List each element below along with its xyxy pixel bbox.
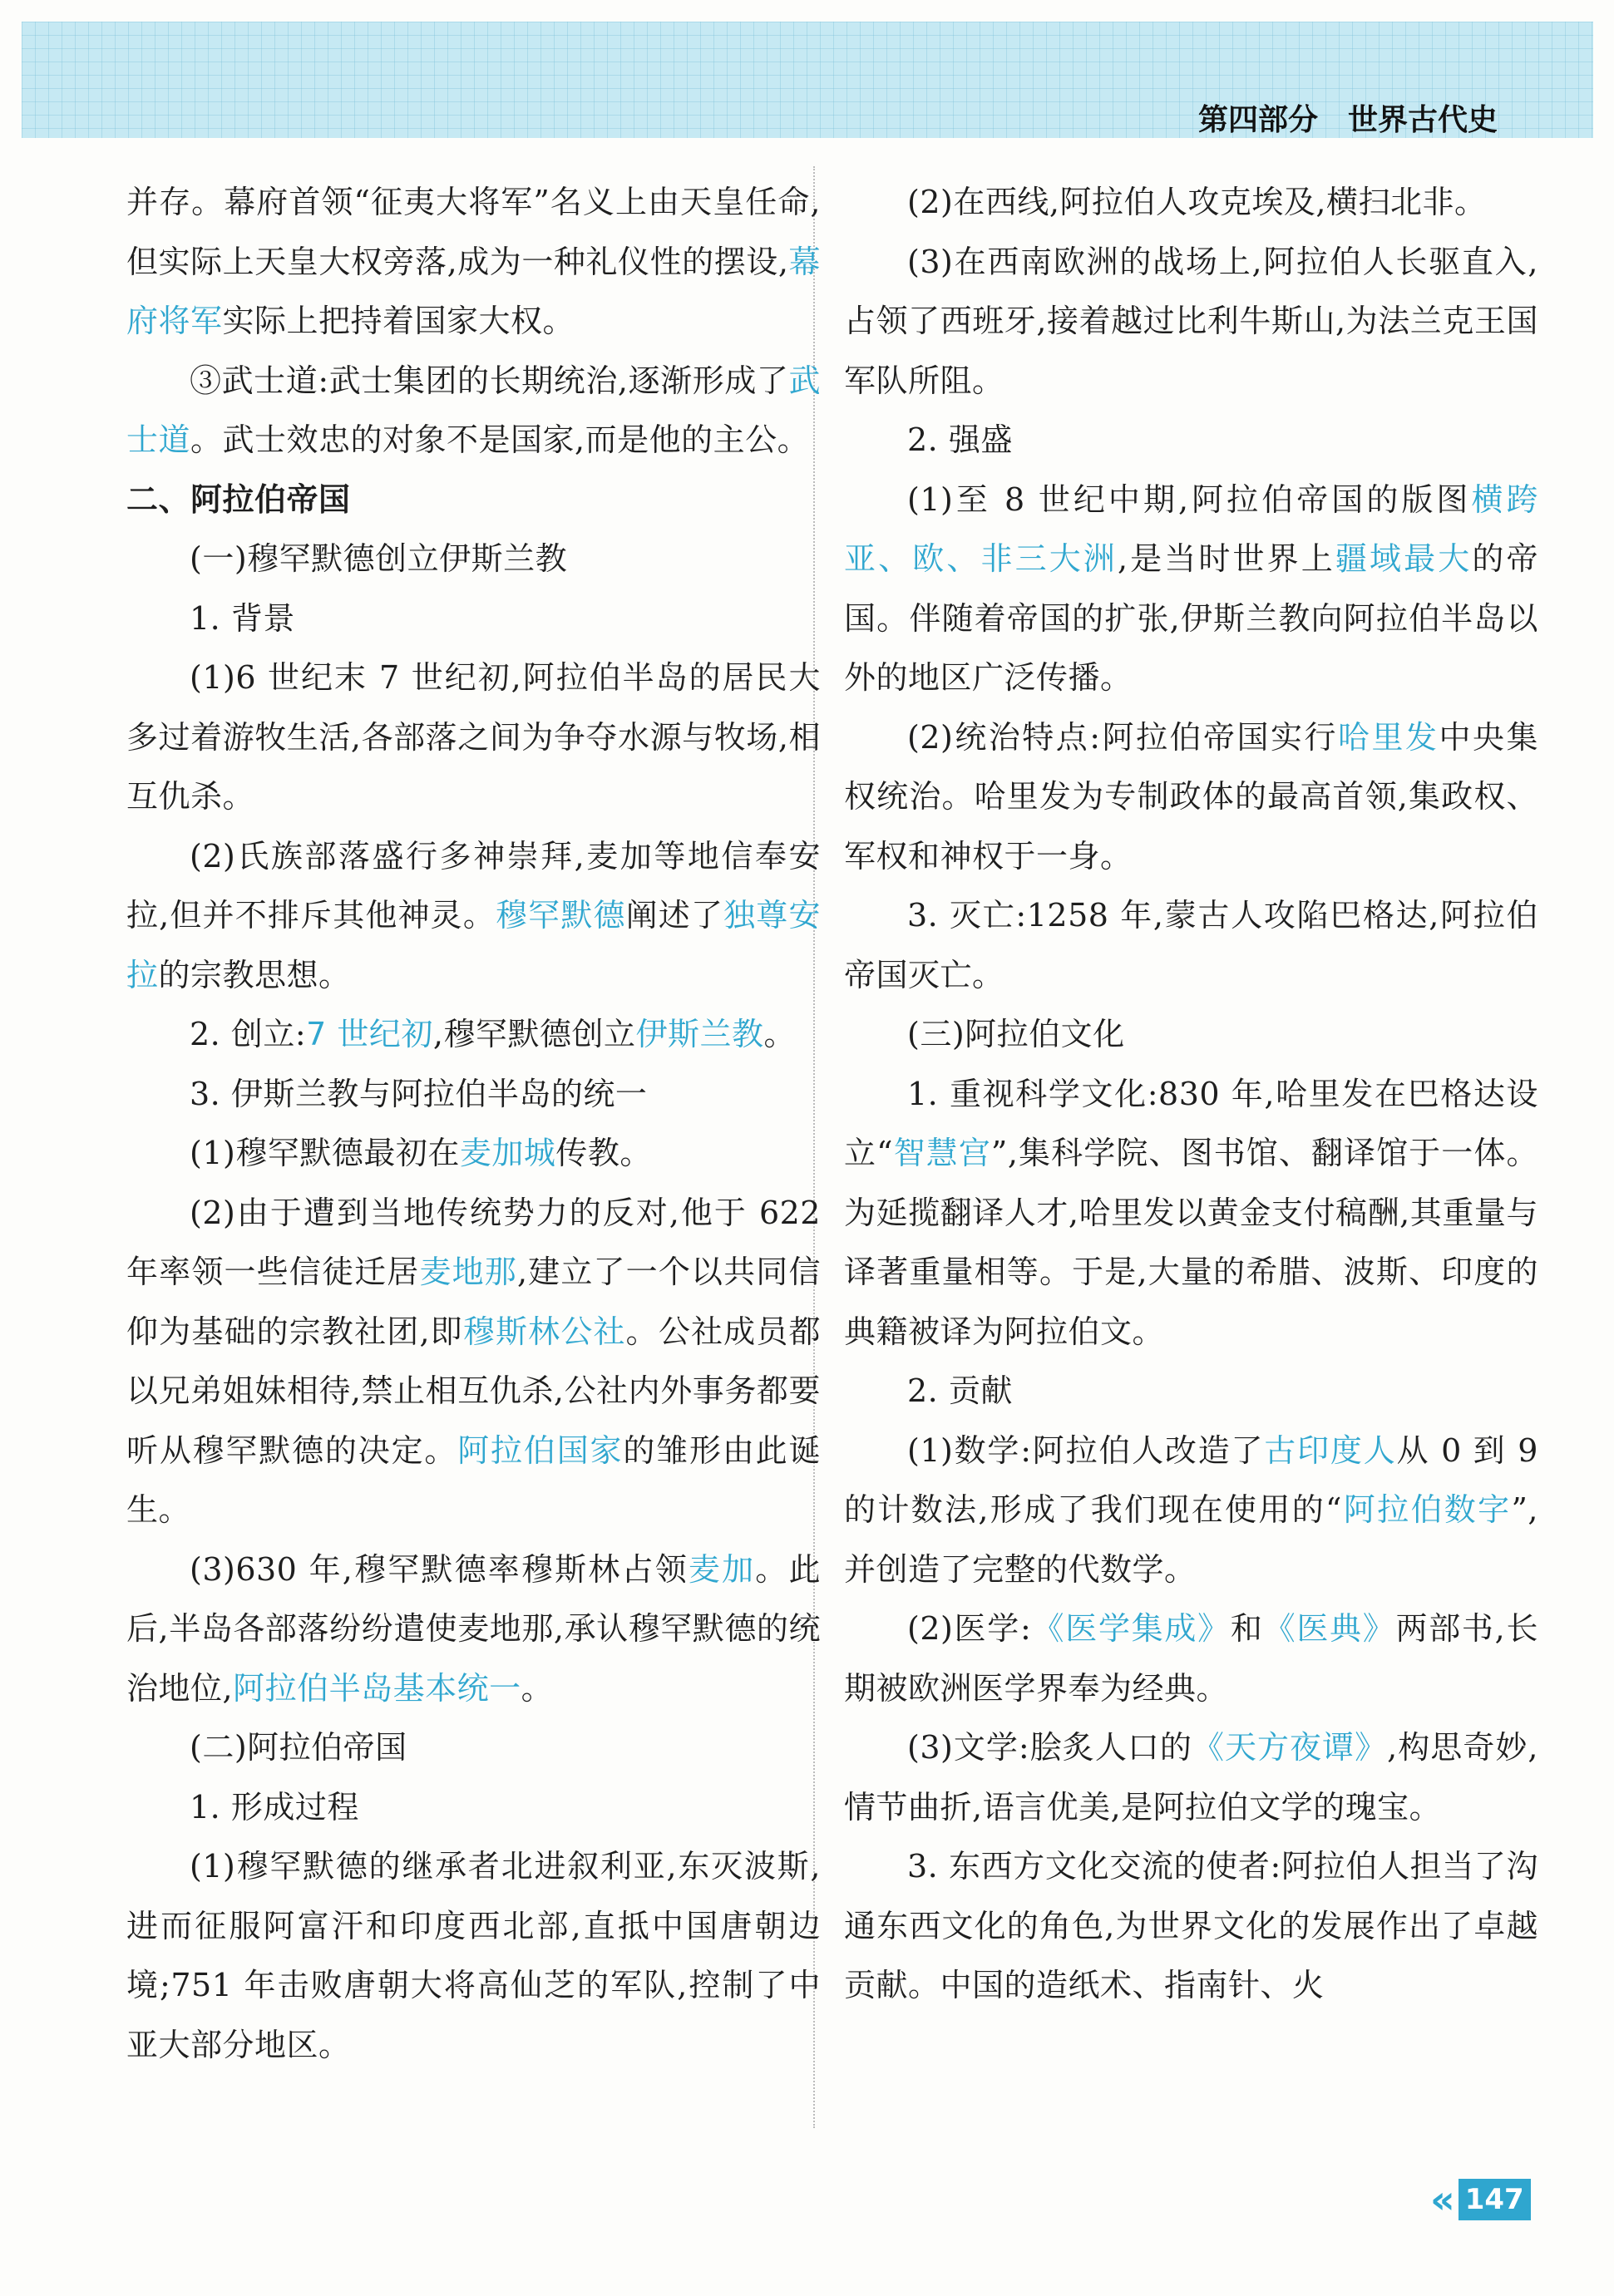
paragraph: [126, 827, 821, 1006]
text-run: ,建立了一个以共同信仰为基础的宗教社团,即: [126, 1254, 821, 1350]
key-term: 《医典》: [1263, 1610, 1396, 1647]
text-run: 。此后,半岛各部落纷纷遣使麦地那,承认穆罕默德的统治地位,: [126, 1550, 821, 1707]
paragraph: [844, 471, 1538, 708]
text-run: (3)在西南欧洲的战场上,阿拉伯人长驱直入,占领了西班牙,接着越过比利牛斯山,为法兰克王国军队所阻。: [844, 243, 1538, 399]
paragraph: [844, 886, 1538, 1005]
text-run: 的雏形由此诞生。: [126, 1431, 821, 1528]
key-term: 阿拉伯半岛基本统一: [233, 1669, 521, 1707]
left-column: [126, 173, 821, 2075]
paragraph: [126, 589, 821, 649]
double-chevron-left-icon: «: [1430, 2177, 1455, 2222]
section-title: 第四部分 世界古代史: [1197, 103, 1498, 137]
paragraph: [844, 1718, 1538, 1837]
text-run: (1)数学:阿拉伯人改造了: [907, 1431, 1265, 1469]
text-run: 1. 背景: [190, 599, 295, 637]
key-term: 7 世纪初: [306, 1016, 433, 1052]
text-run: 中央集权统治。哈里发为专制政体的最高首领,集政权、军权和神权于一身。: [844, 718, 1538, 875]
paragraph: [844, 233, 1538, 411]
key-term: 《天方夜谭》: [1192, 1729, 1388, 1766]
paragraph: [844, 1065, 1538, 1362]
key-term: 《医学集成》: [1031, 1610, 1231, 1647]
text-run: ,是当时世界上: [1117, 540, 1335, 577]
page-number-box: [1430, 2178, 1531, 2221]
key-term: 武士道: [126, 362, 821, 458]
key-term: 阿拉伯国家: [457, 1431, 624, 1469]
paragraph: [126, 1005, 821, 1065]
key-term: 穆斯林公社: [462, 1313, 626, 1350]
key-term: 穆罕默德: [496, 897, 626, 934]
text-run: ,穆罕默德创立: [432, 1016, 636, 1052]
text-run: (二)阿拉伯帝国: [190, 1729, 407, 1766]
text-run: ”,集科学院、图书馆、翻译馆于一体。为延揽翻译人才,哈里发以黄金支付稿酬,其重量与译著重量相等。于是,大量的希腊、波斯、印度的典籍被译为阿拉伯文。: [844, 1135, 1538, 1350]
paragraph: [126, 648, 821, 827]
text-run: 传教。: [555, 1135, 652, 1171]
key-term: 伊斯兰教: [635, 1016, 764, 1052]
paragraph: [844, 708, 1538, 887]
text-run: 和: [1230, 1610, 1264, 1647]
text-run: (2)氏族部落盛行多神崇拜,麦加等地信奉安拉,但并不排斥其他神灵。: [126, 837, 821, 934]
text-run: 。公社成员都以兄弟姐妹相待,禁止相互仇杀,公社内外事务都要听从穆罕默德的决定。: [126, 1313, 821, 1469]
key-term: 阿拉伯数字: [1341, 1491, 1512, 1528]
text-run: 。: [521, 1669, 554, 1707]
paragraph: [126, 1124, 821, 1184]
text-run: 并存。幕府首领“征夷大将军”名义上由天皇任命,但实际上天皇大权旁落,成为一种礼仪性的摆设,: [126, 184, 821, 280]
section-heading: [126, 471, 821, 530]
text-run: (1)6 世纪末 7 世纪初,阿拉伯半岛的居民大多过着游牧生活,各部落之间为争夺水源与牧场,相互仇杀。: [126, 659, 821, 815]
text-run: 。武士效忠的对象不是国家,而是他的主公。: [190, 421, 810, 458]
text-run: 3. 伊斯兰教与阿拉伯半岛的统一: [190, 1075, 648, 1112]
text-run: 2. 强盛: [907, 421, 1013, 458]
paragraph: [126, 1778, 821, 1838]
paragraph: [126, 1065, 821, 1125]
page-number: 147: [1459, 2179, 1531, 2220]
text-run: (1)穆罕默德的继承者北进叙利亚,东灭波斯,进而征服阿富汗和印度西北部,直抵中国唐朝边境;751 年击败唐朝大将高仙芝的军队,控制了中亚大部分地区。: [126, 1848, 821, 2063]
text-run: (1)穆罕默德最初在: [190, 1135, 460, 1171]
text-run: 2. 贡献: [907, 1372, 1013, 1409]
text-run: 的帝国。伴随着帝国的扩张,伊斯兰教向阿拉伯半岛以外的地区广泛传播。: [844, 540, 1538, 696]
text-run: 2. 创立:: [190, 1016, 307, 1052]
key-term: 智慧宫: [893, 1135, 991, 1171]
paragraph: [126, 1540, 821, 1719]
text-run: 的宗教思想。: [158, 956, 351, 993]
text-run: 1. 重视科学文化:830 年,哈里发在巴格达设立“: [844, 1075, 1538, 1171]
text-run: 3. 东西方文化交流的使者:阿拉伯人担当了沟通东西文化的角色,为世界文化的发展作出了卓越贡献。中国的造纸术、指南针、火: [844, 1848, 1538, 2003]
text-run: (2)医学:: [907, 1610, 1032, 1647]
key-term: 古印度人: [1264, 1431, 1397, 1469]
text-run: 阐述了: [625, 897, 724, 934]
paragraph: [844, 1362, 1538, 1421]
paragraph: [844, 411, 1538, 471]
paragraph: [844, 1837, 1538, 2016]
paragraph: [126, 530, 821, 589]
key-term: 独尊安拉: [126, 897, 821, 993]
paragraph: [844, 1005, 1538, 1065]
text-run: (2)统治特点:阿拉伯帝国实行: [907, 718, 1339, 756]
text-run: 实际上把持着国家大权。: [222, 303, 575, 339]
paragraph: [126, 1718, 821, 1778]
key-term: 麦加: [688, 1550, 756, 1588]
text-run: 从 0 到 9 的计数法,形成了我们现在使用的“: [844, 1431, 1538, 1528]
key-term: 幕府将军: [126, 243, 821, 339]
text-run: (1)至 8 世纪中期,阿拉伯帝国的版图: [907, 480, 1472, 518]
paragraph: [126, 1184, 821, 1540]
right-column: [844, 173, 1538, 2016]
text-run: (2)由于遭到当地传统势力的反对,他于 622 年率领一些信徒迁居: [126, 1194, 821, 1290]
text-run: ③武士道:武士集团的长期统治,逐渐形成了: [190, 362, 789, 399]
text-run: (三)阿拉伯文化: [907, 1016, 1125, 1052]
paragraph: [126, 352, 821, 471]
text-run: ”,并创造了完整的代数学。: [844, 1491, 1538, 1588]
text-run: (一)穆罕默德创立伊斯兰教: [190, 540, 568, 577]
text-run: (3)文学:脍炙人口的: [907, 1729, 1192, 1766]
key-term: 疆域最大: [1335, 540, 1473, 577]
paragraph: [844, 1599, 1538, 1718]
paragraph: [844, 173, 1538, 233]
text-run: 两部书,长期被欧洲医学界奉为经典。: [844, 1610, 1538, 1707]
key-term: 横跨亚、欧、非三大洲: [844, 480, 1538, 577]
paragraph: [126, 173, 821, 352]
key-term: 麦加城: [459, 1135, 556, 1171]
text-run: 二、阿拉伯帝国: [126, 480, 351, 518]
text-run: ,构思奇妙,情节曲折,语言优美,是阿拉伯文学的瑰宝。: [844, 1729, 1538, 1825]
text-run: (2)在西线,阿拉伯人攻克埃及,横扫北非。: [907, 184, 1487, 220]
text-run: 1. 形成过程: [190, 1788, 359, 1825]
paragraph: [126, 1837, 821, 2075]
key-term: 哈里发: [1338, 718, 1439, 756]
key-term: 麦地那: [419, 1254, 517, 1290]
paragraph: [844, 1421, 1538, 1600]
text-run: 3. 灭亡:1258 年,蒙古人攻陷巴格达,阿拉伯帝国灭亡。: [844, 897, 1538, 993]
text-run: 。: [763, 1016, 797, 1052]
text-run: (3)630 年,穆罕默德率穆斯林占领: [190, 1550, 689, 1588]
